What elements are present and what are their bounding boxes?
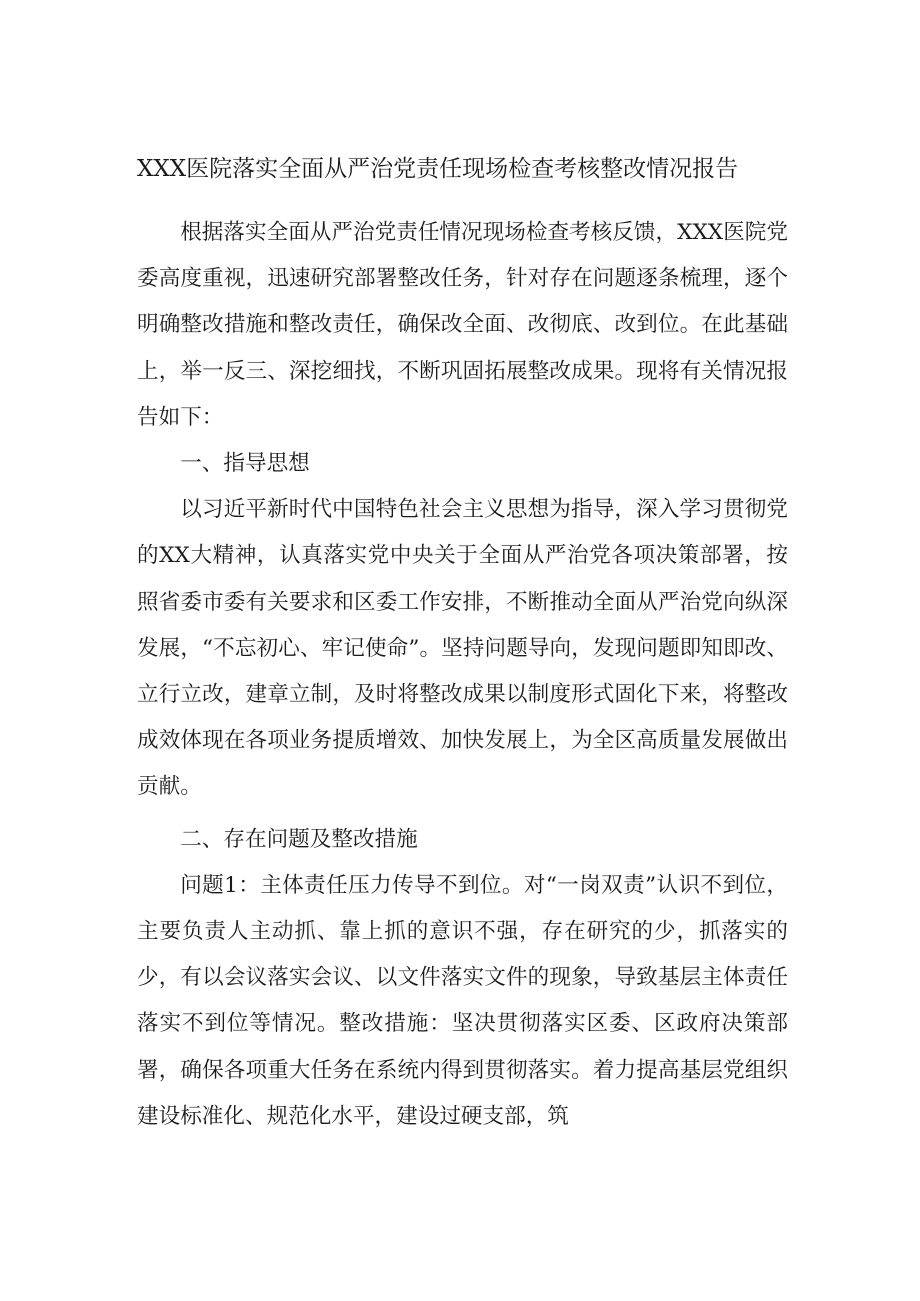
section-heading-problems-and-measures: 二、存在问题及整改措施 <box>180 826 418 852</box>
intro-paragraph: 根据落实全面从严治党责任情况现场检查考核反馈，XXX医院党委高度重视，迅速研究部署整改任务，针对存在问题逐条梳理，逐个明确整改措施和整改责任，确保改全面、改彻底、改到位。在此基础上，举一反三、深挖细找，不断巩固拓展整改成果。现将有关情况报告如下： <box>137 220 788 430</box>
document-title: XXX医院落实全面从严治党责任现场检查考核整改情况报告 <box>137 156 739 182</box>
section-paragraph-problem-1: 问题1：主体责任压力传导不到位。对“一岗双责”认识不到位，主要负责人主动抓、靠上抓的意识不强，存在研究的少，抓落实的少，有以会议落实会议、以文件落实文件的现象，导致基层主体责任落实不到位等情况。整改措施：坚决贯彻落实区委、区政府决策部署，确保各项重大任务在系统内得到贯彻落实。着力提高基层党组织建设标准化、规范化水平，建设过硬支部，筑 <box>137 872 788 1129</box>
document-body <box>137 210 788 1140</box>
section-paragraph-guiding-ideology: 以习近平新时代中国特色社会主义思想为指导，深入学习贯彻党的XX大精神，认真落实党中央关于全面从严治党各项决策部署，按照省委市委有关要求和区委工作安排，不断推动全面从严治党向纵深发展，“不忘初心、牢记使命”。坚持问题导向，发现问题即知即改、立行立改，建章立制，及时将整改成果以制度形式固化下来，将整改成效体现在各项业务提质增效、加快发展上，为全区高质量发展做出贡献。 <box>137 497 788 800</box>
section-heading-guiding-ideology: 一、指导思想 <box>180 451 310 477</box>
